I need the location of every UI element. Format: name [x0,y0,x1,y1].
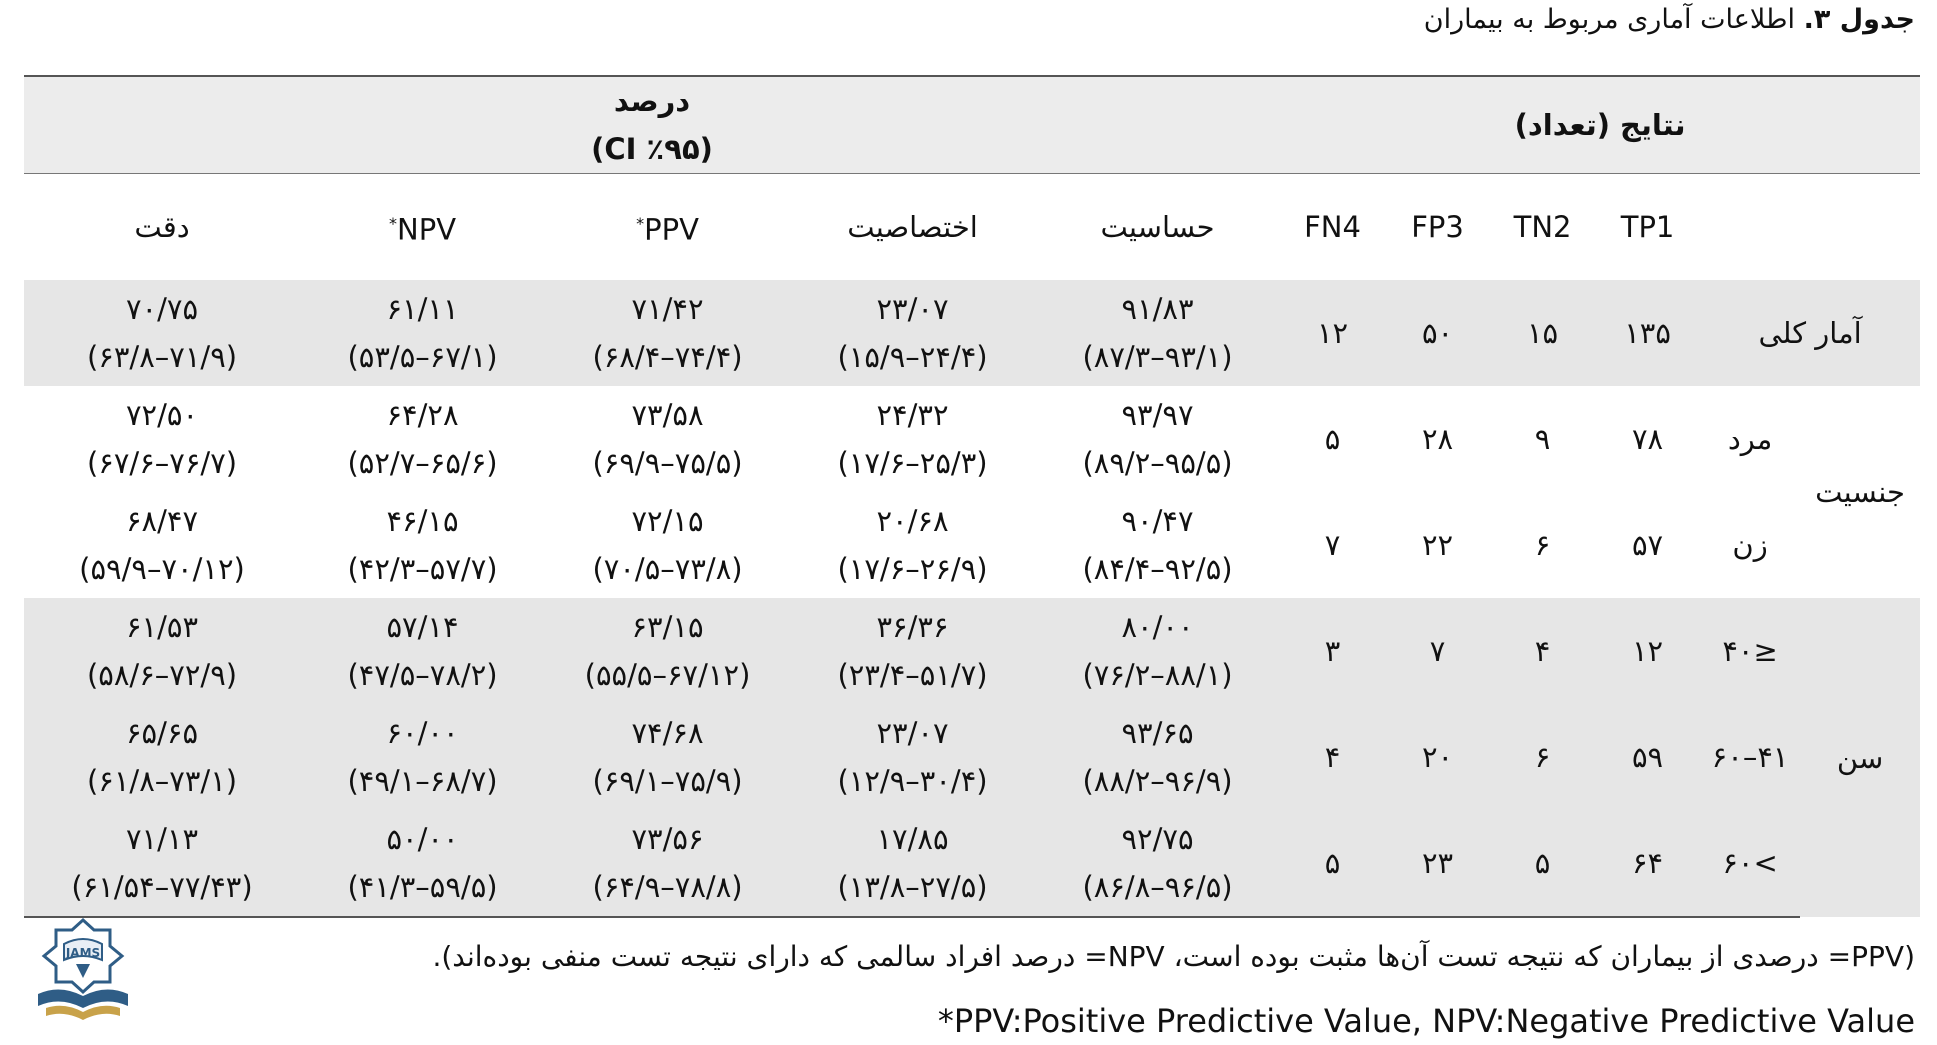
cell-tp: ۶۴ [1595,810,1700,917]
cell-sensitivity: ۹۱/۸۳ (۹۳/۱–۸۷/۳) [1035,280,1280,386]
row-label-age-1: ≤۴۰ [1700,598,1800,704]
cell-accuracy: ۶۱/۵۳ (۷۲/۹–۵۸/۶) [24,598,300,704]
col-accuracy: دقت [134,210,190,244]
cell-npv: ۶۴/۲۸ (۶۵/۶–۵۲/۷) [347,398,498,480]
cell-fp: ۵۰ [1385,280,1490,386]
cell-npv: ۶۱/۱۱ (۶۷/۱–۵۳/۵) [300,280,545,386]
cell-npv: ۴۶/۱۵ (۵۷/۷–۴۲/۳) [347,504,498,586]
cell-tp: ۵۹ [1595,704,1700,810]
col-fp: FP3 [1411,210,1464,244]
cell-accuracy: ۷۰/۷۵ (۷۱/۹–۶۳/۸) [24,280,300,386]
cell-specificity: ۲۰/۶۸ (۲۶/۹–۱۷/۶) [837,504,988,586]
header-column-row [24,174,1920,281]
cell-sensitivity: ۸۰/۰۰ (۸۸/۱–۷۶/۲) [1035,598,1280,704]
cell-accuracy: ۷۱/۱۳ (۷۷/۴۳–۶۱/۵۴) [24,810,300,917]
cell-ppv: ۶۳/۱۵ (۶۷/۱۲–۵۵/۵) [545,598,790,704]
cell-accuracy: ۷۲/۵۰ (۷۶/۷–۶۷/۶) [86,398,238,480]
cell-fp: ۲۳ [1385,810,1490,917]
caption-number: جدول ۳. [1803,4,1915,35]
col-ppv: PPV* [636,212,699,247]
cell-fp: ۲۰ [1385,704,1490,810]
cell-sensitivity: ۹۲/۷۵ (۹۶/۵–۸۶/۸) [1035,810,1280,917]
cell-ppv: ۷۳/۵۶ (۷۸/۸–۶۴/۹) [545,810,790,917]
journal-logo [24,916,142,1028]
cell-tn: ۹ [1534,422,1551,456]
cell-fn: ۳ [1280,598,1385,704]
cell-tp: ۱۲ [1595,598,1700,704]
cell-tn: ۶ [1490,704,1595,810]
row-label-male: مرد [1727,422,1773,456]
row-label-age-2: ۴۱–۶۰ [1700,704,1800,810]
logo-text: JAMS [65,946,101,960]
header-results: نتایج (تعداد) [1280,76,1920,174]
table-row [24,598,1920,704]
group-label-age: سن [1800,598,1920,917]
cell-fn: ۴ [1280,704,1385,810]
row-label-total: آمار کلی [1700,280,1920,386]
cell-fn: ۵ [1280,810,1385,917]
row-label-age-3: >۶۰ [1700,810,1800,917]
cell-fp: ۷ [1385,598,1490,704]
header-group-row [24,76,1920,174]
cell-specificity: ۲۳/۰۷ (۲۴/۴–۱۵/۹) [790,280,1035,386]
cell-tp: ۵۷ [1631,528,1664,562]
col-npv: NPV* [389,212,457,247]
cell-fn: ۵ [1324,422,1341,456]
table-caption [1424,4,1915,35]
cell-ppv: ۷۴/۶۸ (۷۵/۹–۶۹/۱) [545,704,790,810]
footnote-persian: (PPV= درصدی از بیماران که نتیجه تست آن‌ها مثبت بوده است، NPV= درصد افراد سالمی که دارای نتیجه تست منفی بوده‌اند). [432,940,1915,973]
cell-accuracy: ۶۸/۴۷ (۷۰/۱۲–۵۹/۹) [79,504,245,586]
cell-npv: ۵۰/۰۰ (۵۹/۵–۴۱/۳) [300,810,545,917]
col-tp: TP1 [1620,210,1675,244]
col-sensitivity: حساسیت [1100,210,1215,244]
cell-sensitivity: ۹۰/۴۷ (۹۲/۵–۸۴/۴) [1082,504,1233,586]
statistics-table [24,75,1920,918]
cell-tp: ۱۳۵ [1595,280,1700,386]
group-label-gender: جنسیت [1815,475,1905,509]
table-row [24,492,1920,598]
table-row [24,704,1920,810]
cell-npv: ۶۰/۰۰ (۶۸/۷–۴۹/۱) [300,704,545,810]
cell-ppv: ۷۳/۵۸ (۷۵/۵–۶۹/۹) [592,398,743,480]
table-row [24,810,1920,917]
cell-tn: ۶ [1534,528,1551,562]
cell-specificity: ۱۷/۸۵ (۲۷/۵–۱۳/۸) [790,810,1035,917]
cell-ppv: ۷۲/۱۵ (۷۳/۸–۷۰/۵) [592,504,743,586]
col-specificity: اختصاصیت [847,210,978,244]
cell-fp: ۲۸ [1421,422,1454,456]
cell-tn: ۱۵ [1490,280,1595,386]
row-label-female: زن [1732,528,1768,562]
cell-tn: ۵ [1490,810,1595,917]
cell-tn: ۴ [1490,598,1595,704]
cell-specificity: ۳۶/۳۶ (۵۱/۷–۲۳/۴) [790,598,1035,704]
table-row [24,280,1920,386]
header-empty [1700,174,1920,281]
cell-ppv: ۷۱/۴۲ (۷۴/۴–۶۸/۴) [545,280,790,386]
cell-specificity: ۲۴/۳۲ (۲۵/۳–۱۷/۶) [837,398,988,480]
cell-accuracy: ۶۵/۶۵ (۷۳/۱–۶۱/۸) [24,704,300,810]
cell-npv: ۵۷/۱۴ (۷۸/۲–۴۷/۵) [300,598,545,704]
col-tn: TN2 [1513,210,1572,244]
cell-tp: ۷۸ [1631,422,1664,456]
cell-fp: ۲۲ [1421,528,1454,562]
footnote-english: *PPV:Positive Predictive Value, NPV:Negative Predictive Value [937,1002,1915,1040]
table-row [24,386,1920,492]
cell-fn: ۱۲ [1280,280,1385,386]
col-fn: FN4 [1304,210,1361,244]
cell-specificity: ۲۳/۰۷ (۳۰/۴–۱۲/۹) [790,704,1035,810]
cell-fn: ۷ [1324,528,1341,562]
header-percent: درصد (٪۹۵ CI) [24,76,1280,174]
cell-sensitivity: ۹۳/۹۷ (۹۵/۵–۸۹/۲) [1082,398,1233,480]
caption-text: اطلاعات آماری مربوط به بیماران [1423,4,1795,35]
cell-sensitivity: ۹۳/۶۵ (۹۶/۹–۸۸/۲) [1035,704,1280,810]
